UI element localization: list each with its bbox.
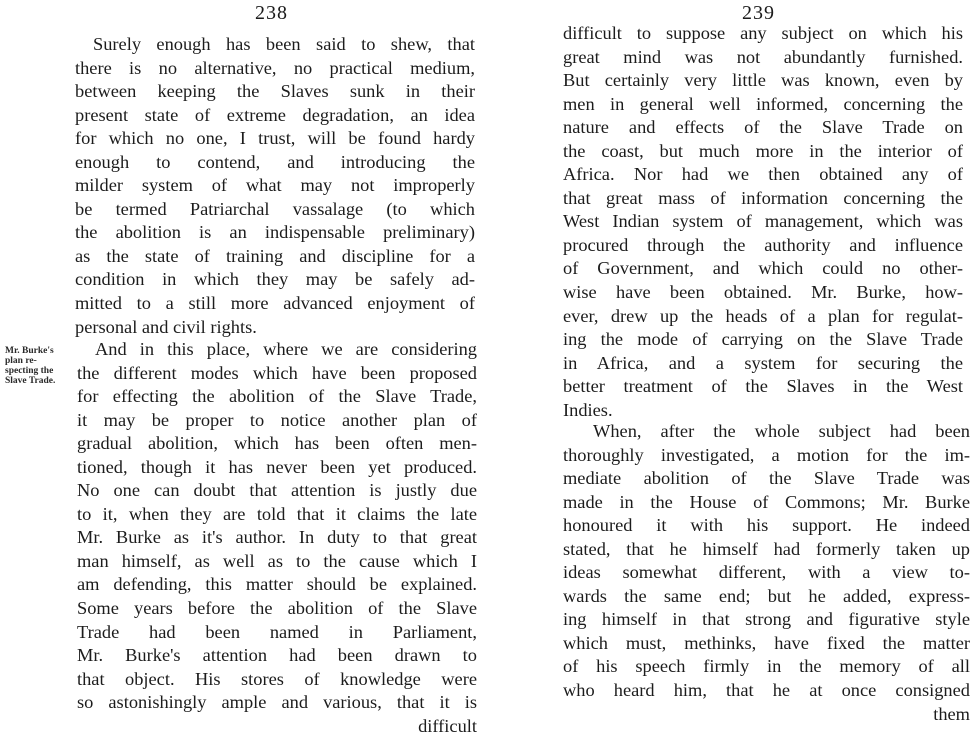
text-line: it may be proper to notice another plan of: [77, 409, 477, 430]
text-line: procured through the authority and influence: [563, 234, 963, 255]
right-paragraph-1: [563, 22, 963, 422]
text-line: to it, when they are told that it claims the late: [77, 503, 477, 524]
text-line: present state of extreme degradation, an idea: [75, 104, 475, 125]
text-line: tioned, though it has never been yet produced.: [77, 456, 477, 477]
catchword: them: [933, 703, 970, 724]
left-page: [0, 0, 490, 736]
text-line: Africa. Nor had we then obtained any of: [563, 164, 963, 185]
text-line: which must, methinks, have fixed the matter: [563, 632, 970, 653]
margin-note: Mr. Burke's plan re- specting the Slave Trade.: [5, 346, 56, 386]
text-line: difficult to suppose any subject on which his: [563, 23, 963, 43]
text-line: that great mass of information concerning the: [563, 187, 963, 208]
text-line: the abolition is an indispensable preliminary): [75, 222, 475, 243]
text-line: Surely enough has been said to shew, that: [93, 34, 475, 54]
text-line: men in general well informed, concerning the: [563, 93, 963, 114]
text-line: nature and effects of the Slave Trade on: [563, 117, 963, 138]
text-line: Indies.: [563, 399, 613, 420]
left-paragraph-2: [77, 338, 477, 738]
text-line: wise have been obtained. Mr. Burke, how-: [563, 282, 963, 303]
text-line: personal and civil rights.: [75, 316, 257, 337]
text-line: between keeping the Slaves sunk in their: [75, 81, 475, 102]
text-line: honoured it with his support. He indeed: [563, 515, 970, 536]
text-line: Some years before the abolition of the Slave: [77, 598, 477, 619]
text-line: the coast, but much more in the interior of: [563, 140, 963, 161]
text-line: that object. His stores of knowledge were: [77, 668, 477, 689]
text-line: thoroughly investigated, a motion for the im-: [563, 444, 970, 465]
text-line: West Indian system of management, which was: [563, 211, 963, 232]
text-line: so astonishingly ample and various, that it is: [77, 692, 477, 713]
text-line: condition in which they may be safely ad-: [75, 269, 475, 290]
text-line: great mind was not abundantly furnished.: [563, 46, 963, 67]
text-line: who heard him, that he at once consigned: [563, 680, 970, 701]
text-line: of Government, and which could no other-: [563, 258, 963, 279]
text-line: ing the mode of carrying on the Slave Trade: [563, 329, 963, 350]
text-line: as the state of training and discipline for a: [75, 245, 475, 266]
text-line: in Africa, and a system for securing the: [563, 352, 963, 373]
text-line: And in this place, where we are considering: [95, 339, 477, 359]
text-line: mitted to a still more advanced enjoyment of: [75, 293, 475, 314]
right-page: [490, 0, 980, 724]
text-line: enough to contend, and introducing the: [75, 151, 475, 172]
text-line: made in the House of Commons; Mr. Burke: [563, 491, 970, 512]
text-line: No one can doubt that attention is justly due: [77, 480, 477, 501]
text-line: there is no alternative, no practical medium,: [75, 57, 475, 78]
text-line: of his speech firmly in the memory of all: [563, 656, 970, 677]
page-number-right: 239: [742, 2, 775, 24]
text-line: for which no one, I trust, will be found hardy: [75, 128, 475, 149]
text-line: wards the same end; but he added, express-: [563, 585, 970, 606]
text-line: stated, that he himself had formerly taken up: [563, 538, 970, 559]
left-paragraph-1: [75, 33, 475, 339]
text-line: ideas somewhat different, with a view to-: [563, 562, 970, 583]
page-number-left: 238: [255, 2, 288, 24]
catchword: difficult: [418, 715, 477, 736]
text-line: Mr. Burke's attention had been drawn to: [77, 645, 477, 666]
text-line: be termed Patriarchal vassalage (to which: [75, 198, 475, 219]
text-line: ever, drew up the heads of a plan for regulat-: [563, 305, 963, 326]
text-line: ing himself in that strong and figurative style: [563, 609, 970, 630]
text-line: the different modes which have been proposed: [77, 362, 477, 383]
text-line: milder system of what may not improperly: [75, 175, 475, 196]
text-line: for effecting the abolition of the Slave Trade,: [77, 386, 477, 407]
text-line: man himself, as well as to the cause which I: [77, 550, 477, 571]
text-line: am defending, this matter should be explained.: [77, 574, 477, 595]
text-line: mediate abolition of the Slave Trade was: [563, 468, 970, 489]
text-line: better treatment of the Slaves in the West: [563, 376, 963, 397]
text-line: When, after the whole subject had been: [593, 421, 970, 441]
right-paragraph-2: [563, 420, 970, 726]
text-line: Trade had been named in Parliament,: [77, 621, 477, 642]
text-line: But certainly very little was known, even by: [563, 70, 963, 91]
text-line: gradual abolition, which has been often men-: [77, 433, 477, 454]
text-line: Mr. Burke as it's author. In duty to that great: [77, 527, 477, 548]
